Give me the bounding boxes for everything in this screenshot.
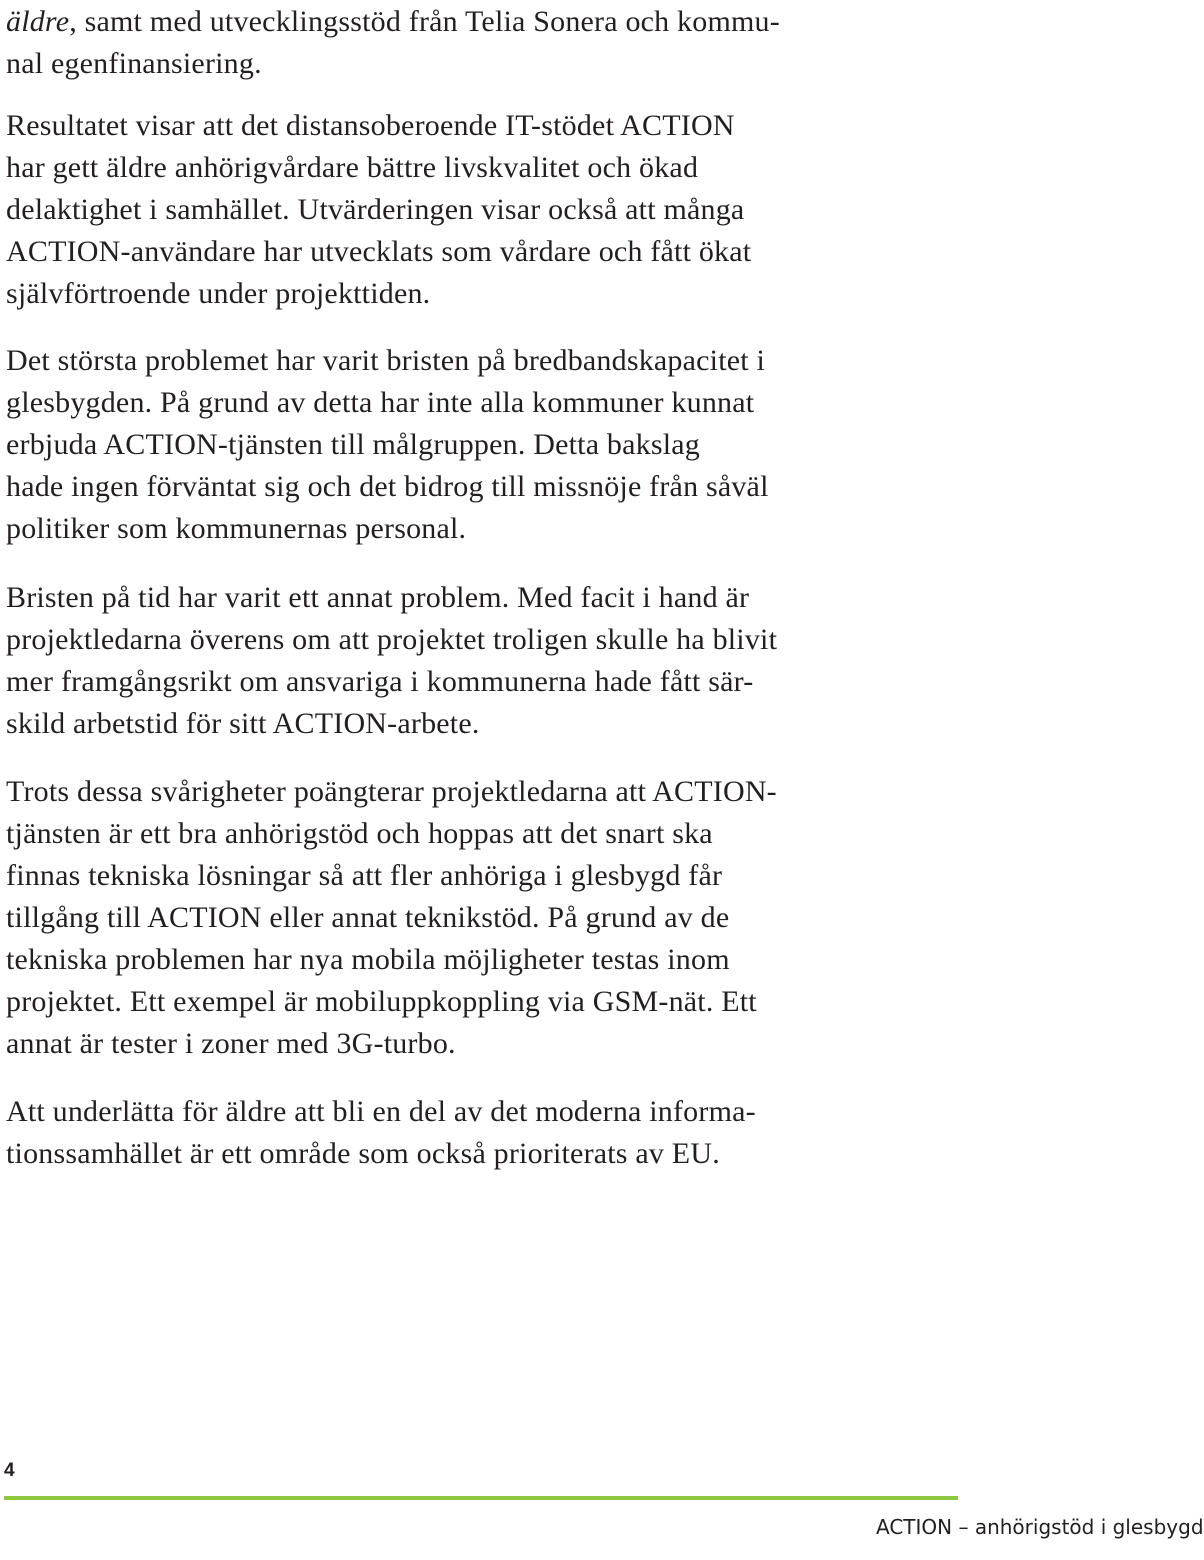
text-line: annat är tester i zoner med 3G-turbo. xyxy=(6,1027,456,1060)
text-line: delaktighet i samhället. Utvärderingen visar också att många xyxy=(6,193,745,226)
text-line: tillgång till ACTION eller annat teknikstöd. På grund av de xyxy=(6,901,730,934)
paragraph xyxy=(6,105,952,315)
paragraph xyxy=(6,771,952,1065)
footer-divider xyxy=(4,1496,958,1500)
text-line: Bristen på tid har varit ett annat problem. Med facit i hand är xyxy=(6,581,750,614)
text-line: erbjuda ACTION-tjänsten till målgruppen. Detta bakslag xyxy=(6,428,700,461)
text-line: har gett äldre anhörigvårdare bättre livskvalitet och ökad xyxy=(6,151,699,184)
text-line: Det största problemet har varit bristen på bredbandskapacitet i xyxy=(6,344,766,377)
text-line: projektledarna överens om att projektet troligen skulle ha blivit xyxy=(6,623,778,656)
paragraph xyxy=(6,1091,952,1175)
text-line: tjänsten är ett bra anhörigstöd och hoppas att det snart ska xyxy=(6,817,713,850)
paragraph xyxy=(6,577,952,745)
italic-word: äldre xyxy=(6,5,70,38)
text-line: hade ingen förväntat sig och det bidrog till missnöje från såväl xyxy=(6,470,769,503)
text-line: finnas tekniska lösningar så att fler anhöriga i glesbygd får xyxy=(6,859,723,892)
text-line: projektet. Ett exempel är mobiluppkoppling via GSM-nät. Ett xyxy=(6,985,757,1018)
text-line: tionssamhället är ett område som också prioriterats av EU. xyxy=(6,1137,720,1170)
text-line: tekniska problemen har nya mobila möjligheter testas inom xyxy=(6,943,730,976)
text-line: nal egenfinansiering. xyxy=(6,47,262,80)
text-line: skild arbetstid för sitt ACTION-arbete. xyxy=(6,707,480,740)
text-line: självförtroende under projekttiden. xyxy=(6,277,431,310)
running-footer-title: ACTION – anhörigstöd i glesbygd xyxy=(876,1515,1204,1539)
page-number: 4 xyxy=(4,1460,15,1481)
text-line: Att underlätta för äldre att bli en del av det moderna informa- xyxy=(6,1095,756,1128)
paragraph xyxy=(6,1,952,85)
text-line: Resultatet visar att det distansoberoende IT-stödet ACTION xyxy=(6,109,735,142)
text-line: mer framgångsrikt om ansvariga i kommunerna hade fått sär- xyxy=(6,665,754,698)
text-line: ACTION-användare har utvecklats som vårdare och fått ökat xyxy=(6,235,752,268)
text-line: äldre, samt med utvecklingsstöd från Telia Sonera och kommu- xyxy=(6,5,780,38)
text-line: glesbygden. På grund av detta har inte alla kommuner kunnat xyxy=(6,386,755,419)
text-line: Trots dessa svårigheter poängterar projektledarna att ACTION- xyxy=(6,775,777,808)
text-line: politiker som kommunernas personal. xyxy=(6,512,467,545)
paragraph xyxy=(6,340,952,550)
